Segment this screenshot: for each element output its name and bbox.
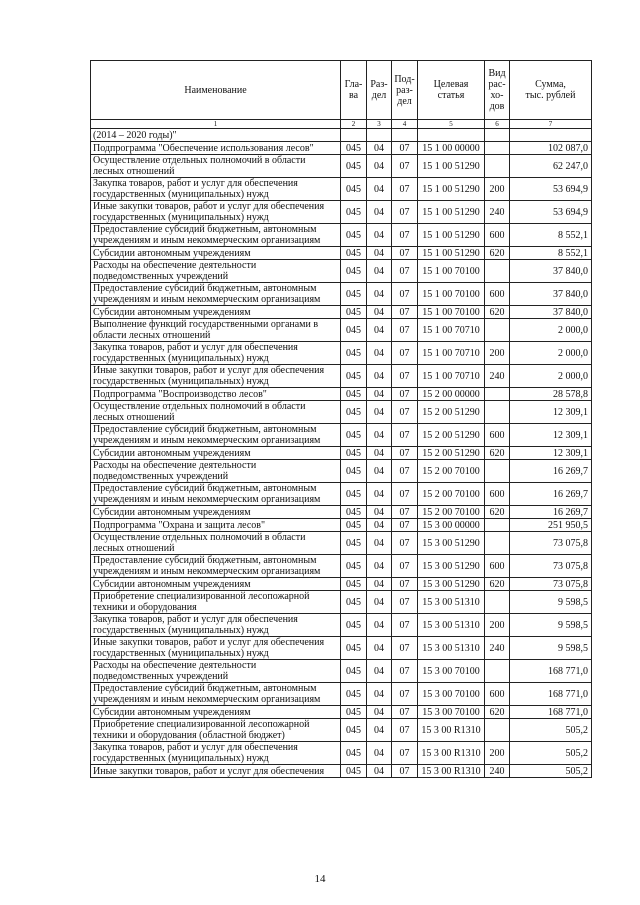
- row-sum: 12 309,1: [510, 447, 592, 460]
- row-podrazdel: 07: [392, 578, 418, 591]
- row-name: Закупка товаров, работ и услуг для обеспечения государственных (муниципальных) нужд: [91, 742, 341, 765]
- row-target: 15 2 00 51290: [418, 447, 485, 460]
- row-target: 15 3 00 70100: [418, 660, 485, 683]
- row-name: Приобретение специализированной лесопожарной техники и оборудования: [91, 591, 341, 614]
- row-razdel: 04: [367, 719, 392, 742]
- row-razdel: 04: [367, 306, 392, 319]
- row-target: 15 2 00 70100: [418, 506, 485, 519]
- row-razdel: 04: [367, 283, 392, 306]
- row-podrazdel: 07: [392, 742, 418, 765]
- column-number: 3: [367, 120, 392, 129]
- table-row: [91, 506, 592, 519]
- row-razdel: 04: [367, 260, 392, 283]
- row-podrazdel: 07: [392, 142, 418, 155]
- row-target: 15 1 00 51290: [418, 155, 485, 178]
- row-name: Приобретение специализированной лесопожарной техники и оборудования (областной бюджет): [91, 719, 341, 742]
- row-sum: 2 000,0: [510, 342, 592, 365]
- row-sum: 8 552,1: [510, 247, 592, 260]
- table-row: [91, 247, 592, 260]
- row-name: Осуществление отдельных полномочий в области лесных отношений: [91, 155, 341, 178]
- row-razdel: 04: [367, 683, 392, 706]
- row-vid: [485, 142, 510, 155]
- row-sum: 2 000,0: [510, 319, 592, 342]
- table-row: [91, 142, 592, 155]
- row-glava: 045: [341, 142, 367, 155]
- header-vid: Вид рас- хо- дов: [485, 61, 510, 120]
- row-razdel: 04: [367, 506, 392, 519]
- row-podrazdel: 07: [392, 614, 418, 637]
- row-name: Расходы на обеспечение деятельности подведомственных учреждений: [91, 660, 341, 683]
- table-row: [91, 260, 592, 283]
- row-name: Субсидии автономным учреждениям: [91, 447, 341, 460]
- row-name: Предоставление субсидий бюджетным, автономным учреждениям и иным некоммерческим организациям: [91, 224, 341, 247]
- row-razdel: 04: [367, 660, 392, 683]
- row-vid: 240: [485, 765, 510, 778]
- row-vid: 620: [485, 447, 510, 460]
- row-podrazdel: 07: [392, 424, 418, 447]
- row-podrazdel: 07: [392, 178, 418, 201]
- table-row: [91, 306, 592, 319]
- row-sum: [510, 129, 592, 142]
- table-row: [91, 706, 592, 719]
- row-razdel: 04: [367, 637, 392, 660]
- row-podrazdel: 07: [392, 388, 418, 401]
- row-name: Предоставление субсидий бюджетным, автономным учреждениям и иным некоммерческим организациям: [91, 483, 341, 506]
- row-sum: 12 309,1: [510, 424, 592, 447]
- row-podrazdel: 07: [392, 555, 418, 578]
- row-glava: 045: [341, 765, 367, 778]
- row-glava: 045: [341, 224, 367, 247]
- row-glava: 045: [341, 365, 367, 388]
- table-row: [91, 683, 592, 706]
- row-glava: 045: [341, 201, 367, 224]
- row-glava: 045: [341, 483, 367, 506]
- table-row: [91, 660, 592, 683]
- row-podrazdel: 07: [392, 637, 418, 660]
- header-name: Наименование: [91, 61, 341, 120]
- row-sum: 168 771,0: [510, 660, 592, 683]
- budget-table: [90, 60, 592, 778]
- row-glava: 045: [341, 614, 367, 637]
- row-podrazdel: 07: [392, 155, 418, 178]
- row-name: Иные закупки товаров, работ и услуг для обеспечения государственных (муниципальных) нужд: [91, 365, 341, 388]
- row-target: 15 3 00 00000: [418, 519, 485, 532]
- row-glava: 045: [341, 578, 367, 591]
- row-vid: 200: [485, 342, 510, 365]
- row-razdel: 04: [367, 365, 392, 388]
- row-target: 15 1 00 70710: [418, 342, 485, 365]
- row-podrazdel: 07: [392, 519, 418, 532]
- row-podrazdel: 07: [392, 765, 418, 778]
- row-name: Субсидии автономным учреждениям: [91, 506, 341, 519]
- row-sum: 73 075,8: [510, 578, 592, 591]
- row-vid: [485, 319, 510, 342]
- row-vid: 620: [485, 706, 510, 719]
- row-sum: 8 552,1: [510, 224, 592, 247]
- row-target: 15 1 00 00000: [418, 142, 485, 155]
- row-podrazdel: [392, 129, 418, 142]
- row-podrazdel: 07: [392, 283, 418, 306]
- row-podrazdel: 07: [392, 591, 418, 614]
- row-razdel: 04: [367, 224, 392, 247]
- table-row: [91, 365, 592, 388]
- column-numbers-row: [91, 120, 592, 129]
- row-glava: 045: [341, 555, 367, 578]
- row-target: 15 1 00 70710: [418, 365, 485, 388]
- table-row: [91, 342, 592, 365]
- row-sum: 12 309,1: [510, 401, 592, 424]
- row-name: Субсидии автономным учреждениям: [91, 706, 341, 719]
- row-target: 15 3 00 51290: [418, 555, 485, 578]
- row-name: Расходы на обеспечение деятельности подведомственных учреждений: [91, 460, 341, 483]
- row-razdel: 04: [367, 591, 392, 614]
- row-sum: 53 694,9: [510, 178, 592, 201]
- column-number: 4: [392, 120, 418, 129]
- row-glava: 045: [341, 637, 367, 660]
- row-razdel: 04: [367, 706, 392, 719]
- row-glava: 045: [341, 460, 367, 483]
- row-glava: 045: [341, 683, 367, 706]
- table-row: [91, 224, 592, 247]
- row-glava: 045: [341, 424, 367, 447]
- table-body: [91, 129, 592, 778]
- row-vid: 200: [485, 178, 510, 201]
- column-number: 7: [510, 120, 592, 129]
- row-target: 15 3 00 51310: [418, 591, 485, 614]
- row-target: 15 2 00 70100: [418, 483, 485, 506]
- row-podrazdel: 07: [392, 247, 418, 260]
- row-sum: 16 269,7: [510, 460, 592, 483]
- row-vid: 600: [485, 424, 510, 447]
- row-name: Предоставление субсидий бюджетным, автономным учреждениям и иным некоммерческим организациям: [91, 683, 341, 706]
- row-razdel: 04: [367, 178, 392, 201]
- row-razdel: 04: [367, 201, 392, 224]
- row-target: 15 2 00 70100: [418, 460, 485, 483]
- row-name: Подпрограмма "Воспроизводство лесов": [91, 388, 341, 401]
- row-glava: 045: [341, 342, 367, 365]
- row-target: 15 1 00 51290: [418, 247, 485, 260]
- row-sum: 9 598,5: [510, 637, 592, 660]
- row-sum: 2 000,0: [510, 365, 592, 388]
- row-glava: 045: [341, 178, 367, 201]
- row-name: Закупка товаров, работ и услуг для обеспечения государственных (муниципальных) нужд: [91, 178, 341, 201]
- row-podrazdel: 07: [392, 706, 418, 719]
- table-row: [91, 155, 592, 178]
- row-target: 15 3 00 R1310: [418, 765, 485, 778]
- row-target: 15 3 00 51290: [418, 532, 485, 555]
- row-vid: 600: [485, 483, 510, 506]
- row-glava: 045: [341, 591, 367, 614]
- row-vid: [485, 460, 510, 483]
- row-name: Предоставление субсидий бюджетным, автономным учреждениям и иным некоммерческим организациям: [91, 424, 341, 447]
- row-name: Выполнение функций государственными органами в области лесных отношений: [91, 319, 341, 342]
- row-glava: 045: [341, 283, 367, 306]
- row-podrazdel: 07: [392, 460, 418, 483]
- row-glava: 045: [341, 706, 367, 719]
- row-name: (2014 – 2020 годы)": [91, 129, 341, 142]
- row-sum: 9 598,5: [510, 591, 592, 614]
- row-name: Осуществление отдельных полномочий в области лесных отношений: [91, 532, 341, 555]
- row-sum: 37 840,0: [510, 283, 592, 306]
- row-sum: 28 578,8: [510, 388, 592, 401]
- row-target: 15 1 00 70100: [418, 306, 485, 319]
- row-glava: 045: [341, 447, 367, 460]
- table-row: [91, 460, 592, 483]
- table-row: [91, 447, 592, 460]
- table-row: [91, 614, 592, 637]
- row-name: Подпрограмма "Обеспечение использования лесов": [91, 142, 341, 155]
- row-vid: 600: [485, 683, 510, 706]
- row-name: Субсидии автономным учреждениям: [91, 578, 341, 591]
- row-target: 15 3 00 70100: [418, 706, 485, 719]
- row-vid: 200: [485, 742, 510, 765]
- row-target: 15 1 00 70100: [418, 283, 485, 306]
- row-target: 15 1 00 70710: [418, 319, 485, 342]
- column-number: 1: [91, 120, 341, 129]
- row-razdel: 04: [367, 765, 392, 778]
- page-number: 14: [314, 873, 326, 885]
- row-name: Подпрограмма "Охрана и защита лесов": [91, 519, 341, 532]
- table-row: [91, 555, 592, 578]
- row-sum: 16 269,7: [510, 506, 592, 519]
- row-glava: 045: [341, 742, 367, 765]
- table-row: [91, 401, 592, 424]
- table-row: [91, 719, 592, 742]
- table-row: [91, 519, 592, 532]
- table-row: [91, 178, 592, 201]
- row-vid: [485, 260, 510, 283]
- row-podrazdel: 07: [392, 483, 418, 506]
- row-podrazdel: 07: [392, 201, 418, 224]
- row-sum: 62 247,0: [510, 155, 592, 178]
- row-name: Иные закупки товаров, работ и услуг для обеспечения государственных (муниципальных) нужд: [91, 637, 341, 660]
- table-row: [91, 319, 592, 342]
- row-razdel: 04: [367, 319, 392, 342]
- row-podrazdel: 07: [392, 401, 418, 424]
- header-razdel: Раз- дел: [367, 61, 392, 120]
- row-vid: [485, 155, 510, 178]
- row-razdel: 04: [367, 142, 392, 155]
- table-row: [91, 201, 592, 224]
- row-vid: 240: [485, 637, 510, 660]
- header-podrazdel: Под- раз- дел: [392, 61, 418, 120]
- table-row: [91, 532, 592, 555]
- row-target: 15 1 00 70100: [418, 260, 485, 283]
- column-number: 6: [485, 120, 510, 129]
- row-glava: 045: [341, 319, 367, 342]
- table-row: [91, 129, 592, 142]
- row-name: Закупка товаров, работ и услуг для обеспечения государственных (муниципальных) нужд: [91, 614, 341, 637]
- row-vid: 600: [485, 283, 510, 306]
- row-sum: 251 950,5: [510, 519, 592, 532]
- row-podrazdel: 07: [392, 506, 418, 519]
- column-number: 5: [418, 120, 485, 129]
- row-target: 15 2 00 00000: [418, 388, 485, 401]
- row-name: Расходы на обеспечение деятельности подведомственных учреждений: [91, 260, 341, 283]
- row-podrazdel: 07: [392, 660, 418, 683]
- header-target: Целевая статья: [418, 61, 485, 120]
- row-sum: 37 840,0: [510, 260, 592, 283]
- row-sum: 9 598,5: [510, 614, 592, 637]
- row-vid: [485, 591, 510, 614]
- row-target: 15 1 00 51290: [418, 224, 485, 247]
- row-razdel: 04: [367, 424, 392, 447]
- row-target: 15 3 00 R1310: [418, 719, 485, 742]
- row-podrazdel: 07: [392, 319, 418, 342]
- row-razdel: 04: [367, 447, 392, 460]
- row-target: 15 2 00 51290: [418, 424, 485, 447]
- row-glava: 045: [341, 155, 367, 178]
- row-razdel: 04: [367, 155, 392, 178]
- row-target: 15 1 00 51290: [418, 201, 485, 224]
- row-sum: 73 075,8: [510, 532, 592, 555]
- row-podrazdel: 07: [392, 447, 418, 460]
- row-target: 15 3 00 51310: [418, 637, 485, 660]
- row-podrazdel: 07: [392, 719, 418, 742]
- row-sum: 505,2: [510, 742, 592, 765]
- row-vid: 620: [485, 306, 510, 319]
- row-podrazdel: 07: [392, 532, 418, 555]
- row-razdel: 04: [367, 614, 392, 637]
- row-sum: 16 269,7: [510, 483, 592, 506]
- row-razdel: 04: [367, 401, 392, 424]
- row-name: Осуществление отдельных полномочий в области лесных отношений: [91, 401, 341, 424]
- row-name: Субсидии автономным учреждениям: [91, 306, 341, 319]
- row-glava: 045: [341, 401, 367, 424]
- row-name: Иные закупки товаров, работ и услуг для обеспечения: [91, 765, 341, 778]
- row-glava: 045: [341, 388, 367, 401]
- row-glava: 045: [341, 532, 367, 555]
- row-glava: 045: [341, 260, 367, 283]
- row-razdel: 04: [367, 483, 392, 506]
- row-vid: [485, 532, 510, 555]
- table-row: [91, 742, 592, 765]
- row-vid: 620: [485, 578, 510, 591]
- row-vid: [485, 129, 510, 142]
- row-glava: 045: [341, 306, 367, 319]
- row-name: Предоставление субсидий бюджетным, автономным учреждениям и иным некоммерческим организациям: [91, 555, 341, 578]
- header-glava: Гла- ва: [341, 61, 367, 120]
- row-target: 15 3 00 70100: [418, 683, 485, 706]
- row-vid: 600: [485, 555, 510, 578]
- row-vid: [485, 660, 510, 683]
- row-glava: 045: [341, 506, 367, 519]
- table-row: [91, 578, 592, 591]
- column-number: 2: [341, 120, 367, 129]
- row-name: Предоставление субсидий бюджетным, автономным учреждениям и иным некоммерческим организациям: [91, 283, 341, 306]
- row-podrazdel: 07: [392, 683, 418, 706]
- row-razdel: 04: [367, 247, 392, 260]
- row-vid: 600: [485, 224, 510, 247]
- table-row: [91, 424, 592, 447]
- row-vid: 620: [485, 247, 510, 260]
- row-vid: [485, 519, 510, 532]
- row-razdel: 04: [367, 578, 392, 591]
- row-razdel: 04: [367, 519, 392, 532]
- row-vid: 240: [485, 201, 510, 224]
- header-sum: Сумма, тыс. рублей: [510, 61, 592, 120]
- row-target: 15 3 00 R1310: [418, 742, 485, 765]
- row-target: 15 3 00 51290: [418, 578, 485, 591]
- table-row: [91, 483, 592, 506]
- row-target: 15 2 00 51290: [418, 401, 485, 424]
- row-sum: 505,2: [510, 765, 592, 778]
- table-row: [91, 388, 592, 401]
- row-sum: 53 694,9: [510, 201, 592, 224]
- row-name: Субсидии автономным учреждениям: [91, 247, 341, 260]
- table-row: [91, 283, 592, 306]
- row-sum: 168 771,0: [510, 706, 592, 719]
- row-target: 15 3 00 51310: [418, 614, 485, 637]
- table-row: [91, 591, 592, 614]
- row-razdel: [367, 129, 392, 142]
- row-razdel: 04: [367, 460, 392, 483]
- row-target: [418, 129, 485, 142]
- row-podrazdel: 07: [392, 365, 418, 388]
- row-razdel: 04: [367, 555, 392, 578]
- row-vid: [485, 401, 510, 424]
- row-name: Иные закупки товаров, работ и услуг для обеспечения государственных (муниципальных) нужд: [91, 201, 341, 224]
- row-podrazdel: 07: [392, 260, 418, 283]
- row-razdel: 04: [367, 742, 392, 765]
- row-sum: 168 771,0: [510, 683, 592, 706]
- row-glava: [341, 129, 367, 142]
- row-glava: 045: [341, 247, 367, 260]
- row-podrazdel: 07: [392, 306, 418, 319]
- row-glava: 045: [341, 719, 367, 742]
- row-razdel: 04: [367, 342, 392, 365]
- row-sum: 102 087,0: [510, 142, 592, 155]
- row-target: 15 1 00 51290: [418, 178, 485, 201]
- row-sum: 37 840,0: [510, 306, 592, 319]
- row-vid: 200: [485, 614, 510, 637]
- table-header-row: [91, 61, 592, 120]
- row-vid: [485, 719, 510, 742]
- row-podrazdel: 07: [392, 224, 418, 247]
- row-sum: 73 075,8: [510, 555, 592, 578]
- table-row: [91, 765, 592, 778]
- row-glava: 045: [341, 519, 367, 532]
- row-name: Закупка товаров, работ и услуг для обеспечения государственных (муниципальных) нужд: [91, 342, 341, 365]
- row-sum: 505,2: [510, 719, 592, 742]
- row-glava: 045: [341, 660, 367, 683]
- row-vid: [485, 388, 510, 401]
- row-razdel: 04: [367, 532, 392, 555]
- row-vid: 620: [485, 506, 510, 519]
- row-razdel: 04: [367, 388, 392, 401]
- row-vid: 240: [485, 365, 510, 388]
- table-row: [91, 637, 592, 660]
- row-podrazdel: 07: [392, 342, 418, 365]
